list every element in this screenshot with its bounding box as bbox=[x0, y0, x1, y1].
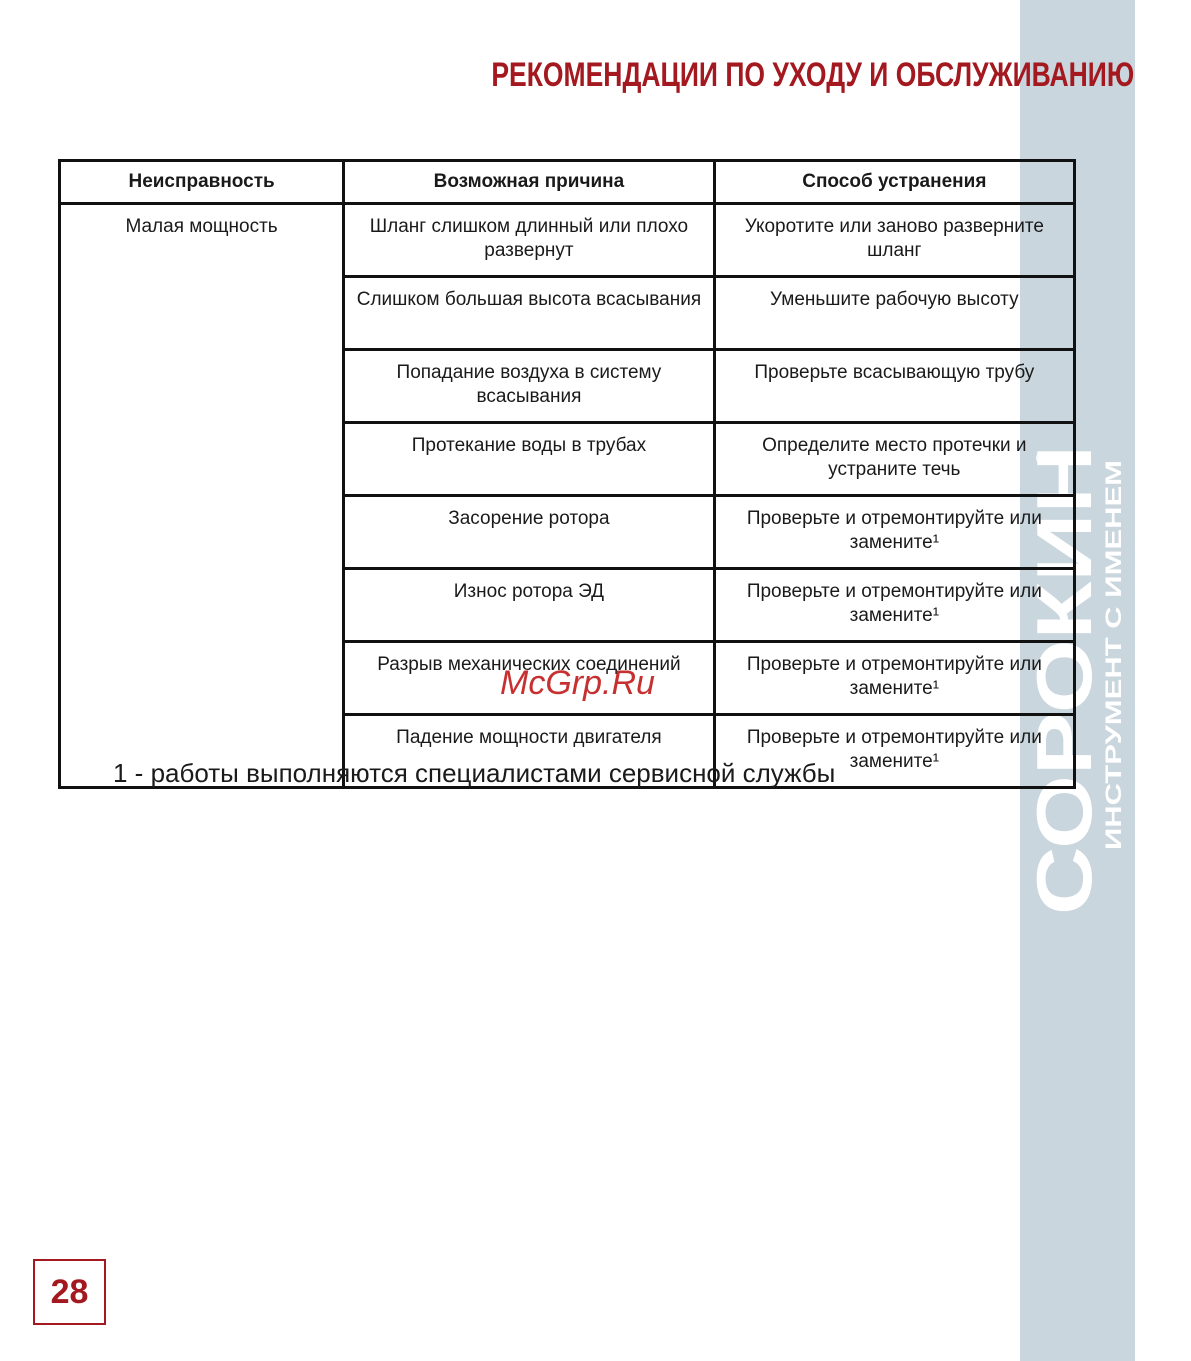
cause-cell: Шланг слишком длинный или плохо развернут bbox=[344, 204, 714, 277]
cause-cell: Слишком большая высота всасывания bbox=[344, 277, 714, 350]
column-header-remedy: Способ устранения bbox=[714, 161, 1074, 204]
page-title: РЕКОМЕНДАЦИИ ПО УХОДУ И ОБСЛУЖИВАНИЮ bbox=[491, 56, 1134, 94]
page-number: 28 bbox=[50, 1272, 89, 1311]
remedy-cell: Уменьшите рабочую высоту bbox=[714, 277, 1074, 350]
remedy-cell: Проверьте и отремонтируйте или замените¹ bbox=[714, 569, 1074, 642]
remedy-cell: Укоротите или заново разверните шланг bbox=[714, 204, 1074, 277]
column-header-cause: Возможная причина bbox=[344, 161, 714, 204]
footnote: 1 - работы выполняются специалистами сервисной службы bbox=[113, 758, 836, 788]
fault-cell: Малая мощность bbox=[60, 204, 344, 788]
table-header-row bbox=[60, 161, 1075, 204]
remedy-cell: Проверьте и отремонтируйте или замените¹ bbox=[714, 715, 1074, 788]
cause-cell: Попадание воздуха в систему всасывания bbox=[344, 350, 714, 423]
brand-registered-mark: ® bbox=[1033, 451, 1053, 465]
brand-tagline: ИНСТРУМЕНТ С ИМЕНЕМ bbox=[1101, 573, 1126, 850]
cause-cell: Износ ротора ЭД bbox=[344, 569, 714, 642]
remedy-cell: Проверьте и отремонтируйте или замените¹ bbox=[714, 642, 1074, 715]
remedy-cell: Проверьте всасывающую трубу bbox=[714, 350, 1074, 423]
brand-name: СОРОКИН bbox=[1020, 528, 1108, 915]
remedy-cell: Проверьте и отремонтируйте или замените¹ bbox=[714, 496, 1074, 569]
cause-cell: Разрыв механических соединений bbox=[344, 642, 714, 715]
cause-cell: Засорение ротора bbox=[344, 496, 714, 569]
page-number-box bbox=[33, 1259, 106, 1325]
watermark: McGrp.Ru bbox=[500, 664, 655, 702]
column-header-fault: Неисправность bbox=[60, 161, 344, 204]
remedy-cell: Определите место протечки и устраните течь bbox=[714, 423, 1074, 496]
cause-cell: Падение мощности двигателя bbox=[344, 715, 714, 788]
table-row bbox=[60, 204, 1075, 277]
cause-cell: Протекание воды в трубах bbox=[344, 423, 714, 496]
